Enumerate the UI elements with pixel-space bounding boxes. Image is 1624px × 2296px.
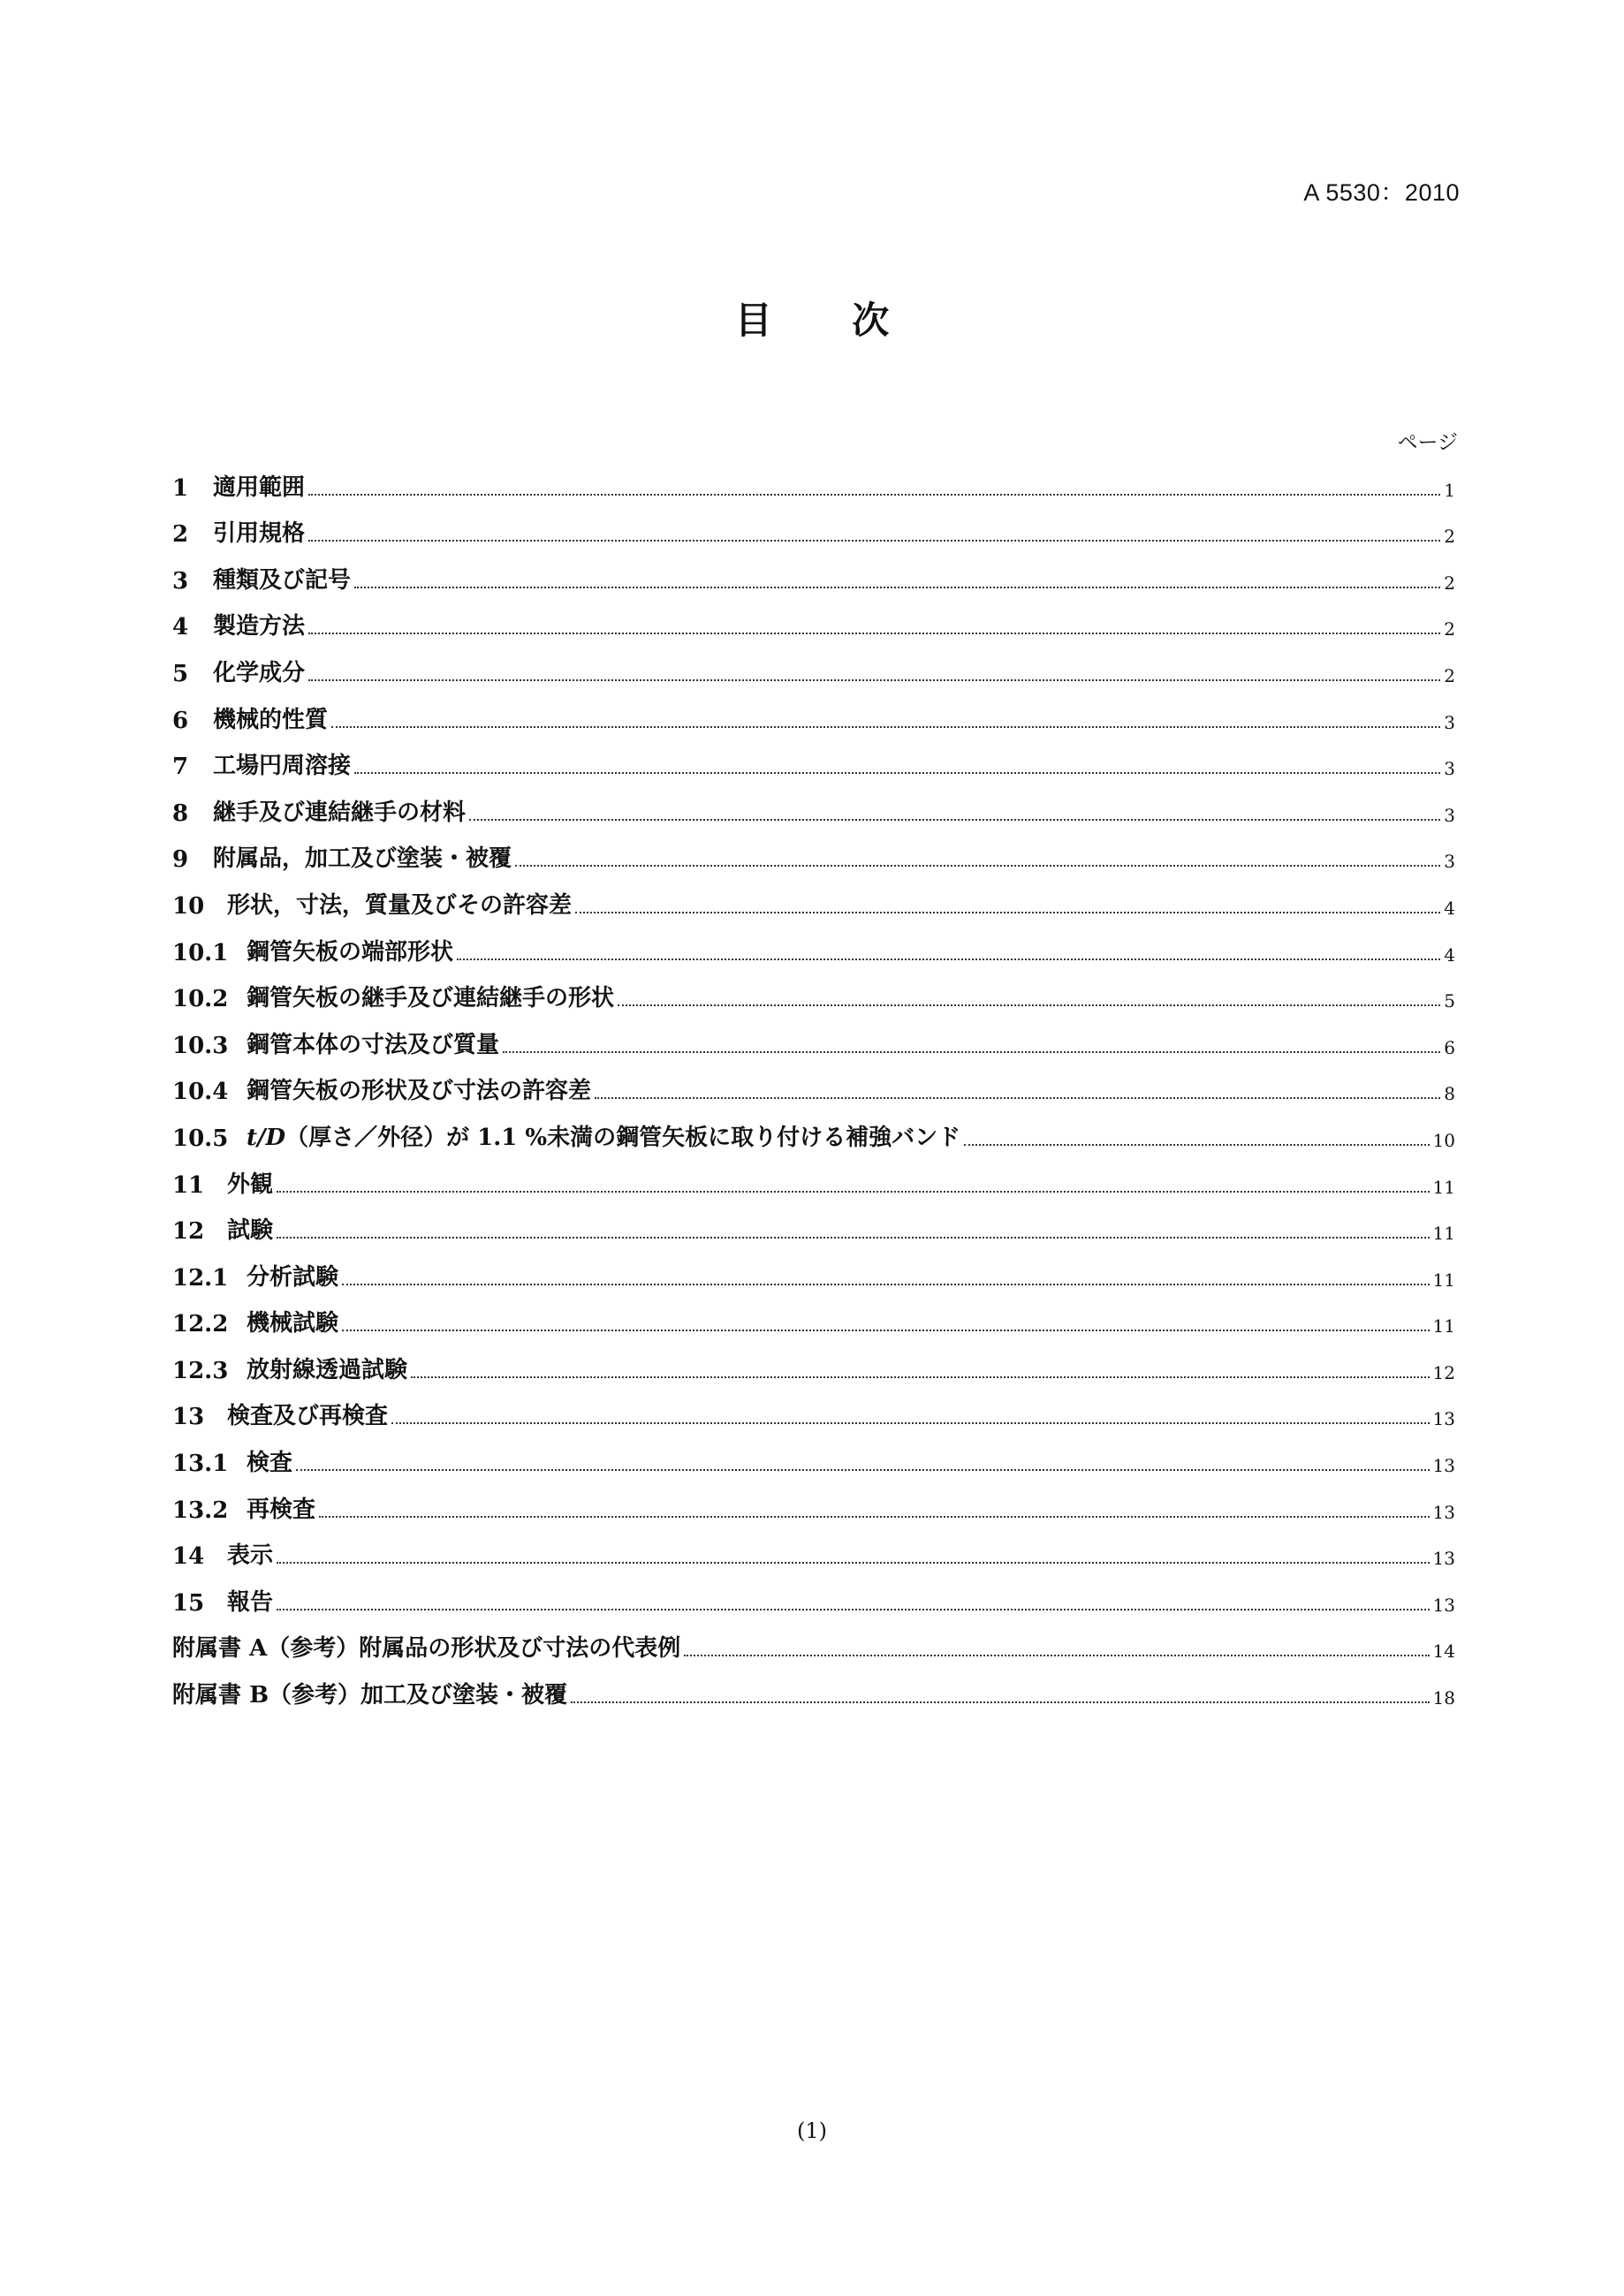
toc-leader — [391, 1422, 1430, 1424]
toc-number: 10.1 — [172, 939, 229, 966]
toc-number: 6 — [172, 707, 189, 734]
toc-title: 再検査 — [247, 1496, 316, 1523]
page-title: 目 次 — [734, 299, 923, 342]
toc-page-number: 2 — [1444, 572, 1455, 594]
toc-number: 3 — [172, 567, 189, 595]
toc-title — [172, 1630, 680, 1663]
toc-page-number: 3 — [1444, 851, 1455, 873]
annex-title: （参考）附属品の形状及び寸法の代表例 — [267, 1635, 681, 1663]
toc-entry-13-1[interactable] — [172, 1434, 1455, 1481]
toc-leader — [277, 1237, 1430, 1239]
toc-title: 鋼管本体の寸法及び質量 — [247, 1031, 500, 1058]
toc-number: 1 — [172, 474, 189, 502]
toc-title: 検査及び再検査 — [227, 1403, 389, 1430]
toc-page-number: 13 — [1432, 1408, 1455, 1430]
toc-title: 附属品，加工及び塗装・被覆 — [213, 845, 512, 873]
toc-leader — [964, 1144, 1429, 1146]
toc-leader — [342, 1330, 1430, 1331]
toc-entry-4[interactable] — [172, 598, 1455, 645]
toc-leader — [457, 959, 1440, 960]
toc-page-number: 4 — [1444, 897, 1455, 919]
toc-title: 鋼管矢板の形状及び寸法の許容差 — [247, 1078, 592, 1105]
toc-page-number: 1 — [1444, 479, 1455, 501]
toc-leader — [684, 1655, 1429, 1656]
toc-leader — [595, 1097, 1440, 1099]
toc-title: 鋼管矢板の継手及び連結継手の形状 — [247, 985, 615, 1012]
toc-number: 2 — [172, 521, 189, 549]
toc-page-number: 11 — [1432, 1269, 1455, 1291]
toc-leader — [515, 865, 1440, 867]
toc-leader — [277, 1191, 1430, 1193]
toc-page-number: 8 — [1444, 1083, 1455, 1105]
toc-page-number: 12 — [1432, 1361, 1455, 1383]
toc-number: 10.2 — [172, 986, 229, 1013]
toc-title: 継手及び連結継手の材料 — [213, 799, 467, 826]
page-column-label: ページ — [1397, 431, 1458, 454]
toc-entry-10-3[interactable] — [172, 1016, 1455, 1063]
toc-leader — [319, 1516, 1430, 1518]
toc-page-number: 2 — [1444, 664, 1455, 686]
toc-page-number: 4 — [1444, 943, 1455, 966]
toc-page-number: 13 — [1432, 1501, 1455, 1523]
annex-prefix: 附属書 — [172, 1682, 250, 1709]
toc-entry-12[interactable] — [172, 1202, 1455, 1249]
toc-entry-10-4[interactable] — [172, 1063, 1455, 1110]
toc-leader — [308, 633, 1440, 634]
toc-page-number: 13 — [1432, 1455, 1455, 1477]
toc-number: 5 — [172, 660, 189, 687]
toc-entry-12-2[interactable] — [172, 1295, 1455, 1342]
toc-page-number: 2 — [1444, 618, 1455, 640]
toc-title-rest: 未満の鋼管矢板に取り付ける補強バンド — [547, 1124, 961, 1151]
toc-entry-1[interactable] — [172, 458, 1455, 505]
toc-number: 7 — [172, 754, 189, 781]
annex-prefix: 附属書 — [172, 1635, 250, 1663]
toc-entry-13-2[interactable] — [172, 1481, 1455, 1527]
toc-entry-annex-a[interactable] — [172, 1620, 1455, 1667]
toc-entry-7[interactable] — [172, 738, 1455, 784]
toc-title: 検査 — [247, 1450, 293, 1477]
toc-page-number: 11 — [1432, 1315, 1455, 1337]
toc-leader — [469, 819, 1440, 821]
toc-title: 鋼管矢板の端部形状 — [247, 938, 454, 966]
toc-title: 表示 — [227, 1542, 274, 1570]
toc-leader — [571, 1701, 1429, 1703]
toc-leader — [342, 1284, 1430, 1285]
toc-page-number: 11 — [1432, 1223, 1455, 1245]
toc-title: 外観 — [227, 1171, 274, 1198]
toc-title: 分析試験 — [247, 1263, 339, 1291]
toc-leader — [277, 1562, 1430, 1564]
footer-page-number: (1) — [797, 2118, 827, 2143]
toc-number: 12.1 — [172, 1264, 229, 1292]
toc-title: 適用範囲 — [213, 474, 306, 501]
table-of-contents — [172, 458, 1455, 1713]
toc-entry-10[interactable] — [172, 876, 1455, 923]
toc-page-number: 6 — [1444, 1036, 1455, 1058]
toc-entry-12-1[interactable] — [172, 1248, 1455, 1295]
toc-page-number: 14 — [1432, 1641, 1455, 1663]
toc-entry-8[interactable] — [172, 784, 1455, 830]
toc-number: 12 — [172, 1218, 205, 1246]
toc-title: 化学成分 — [213, 659, 306, 686]
toc-number: 8 — [172, 799, 189, 827]
toc-title: 試験 — [227, 1217, 274, 1245]
toc-leader — [331, 726, 1440, 728]
toc-number: 10.3 — [172, 1032, 229, 1059]
toc-page-number: 18 — [1432, 1687, 1455, 1709]
toc-number: 10.5 — [172, 1125, 229, 1152]
toc-title: 放射線透過試験 — [247, 1356, 408, 1383]
toc-leader — [575, 912, 1440, 913]
toc-title: 種類及び記号 — [213, 566, 352, 594]
toc-number: 13 — [172, 1404, 205, 1431]
toc-page-number: 5 — [1444, 990, 1455, 1012]
toc-page-number: 2 — [1444, 526, 1455, 548]
toc-entry-3[interactable] — [172, 551, 1455, 598]
toc-title-paren: （厚さ／外径）が — [285, 1124, 478, 1151]
toc-entry-10-1[interactable] — [172, 923, 1455, 970]
toc-entry-13[interactable] — [172, 1388, 1455, 1435]
toc-entry-10-5[interactable] — [172, 1109, 1455, 1156]
toc-title: 機械的性質 — [213, 706, 329, 733]
toc-entry-annex-b[interactable] — [172, 1666, 1455, 1713]
toc-entry-14[interactable] — [172, 1527, 1455, 1574]
toc-title: 機械試験 — [247, 1310, 339, 1337]
annex-letter: A — [249, 1635, 268, 1663]
toc-title: 形状，寸法，質量及びその許容差 — [227, 891, 573, 919]
toc-entry-9[interactable] — [172, 830, 1455, 877]
toc-leader — [618, 1004, 1440, 1006]
toc-title: 製造方法 — [213, 613, 306, 640]
toc-leader — [308, 540, 1440, 542]
toc-number: 11 — [172, 1171, 205, 1199]
toc-number: 10.4 — [172, 1079, 229, 1106]
toc-number: 15 — [172, 1589, 205, 1617]
toc-title: 報告 — [227, 1588, 274, 1616]
annex-letter: B — [249, 1682, 269, 1709]
toc-leader — [296, 1469, 1430, 1471]
toc-leader — [354, 587, 1440, 588]
toc-entry-11[interactable] — [172, 1156, 1455, 1202]
toc-entry-10-2[interactable] — [172, 970, 1455, 1017]
toc-page-number: 10 — [1432, 1129, 1455, 1151]
toc-entry-12-3[interactable] — [172, 1341, 1455, 1388]
toc-entry-15[interactable] — [172, 1573, 1455, 1620]
toc-title-ratio: t/D — [247, 1124, 286, 1151]
toc-entry-2[interactable] — [172, 505, 1455, 552]
toc-leader — [308, 494, 1440, 496]
toc-number: 14 — [172, 1543, 205, 1571]
toc-title: 引用規格 — [213, 520, 306, 548]
toc-title: 工場円周溶接 — [213, 753, 352, 780]
toc-leader — [308, 679, 1440, 681]
toc-page-number: 3 — [1444, 758, 1455, 780]
document-id: A 5530：2010 — [1303, 179, 1460, 206]
toc-number: 10 — [172, 892, 205, 920]
toc-page-number: 3 — [1444, 711, 1455, 733]
toc-entry-5[interactable] — [172, 644, 1455, 691]
toc-entry-6[interactable] — [172, 691, 1455, 738]
toc-leader — [503, 1051, 1440, 1053]
toc-number: 12.3 — [172, 1357, 229, 1384]
toc-page-number: 13 — [1432, 1548, 1455, 1570]
annex-title: （参考）加工及び塗装・被覆 — [269, 1682, 568, 1709]
toc-page-number: 3 — [1444, 804, 1455, 826]
toc-leader — [354, 772, 1440, 774]
toc-leader — [277, 1609, 1430, 1610]
toc-number: 12.2 — [172, 1311, 229, 1338]
toc-title — [172, 1677, 567, 1709]
toc-leader — [411, 1376, 1430, 1378]
toc-number: 9 — [172, 846, 189, 874]
toc-number: 13.1 — [172, 1451, 229, 1478]
toc-page-number: 13 — [1432, 1594, 1455, 1616]
toc-number: 13.2 — [172, 1497, 229, 1524]
toc-page-number: 11 — [1432, 1176, 1455, 1198]
toc-title — [247, 1119, 960, 1152]
toc-title-percent: 1.1 % — [477, 1124, 548, 1151]
toc-number: 4 — [172, 614, 189, 641]
